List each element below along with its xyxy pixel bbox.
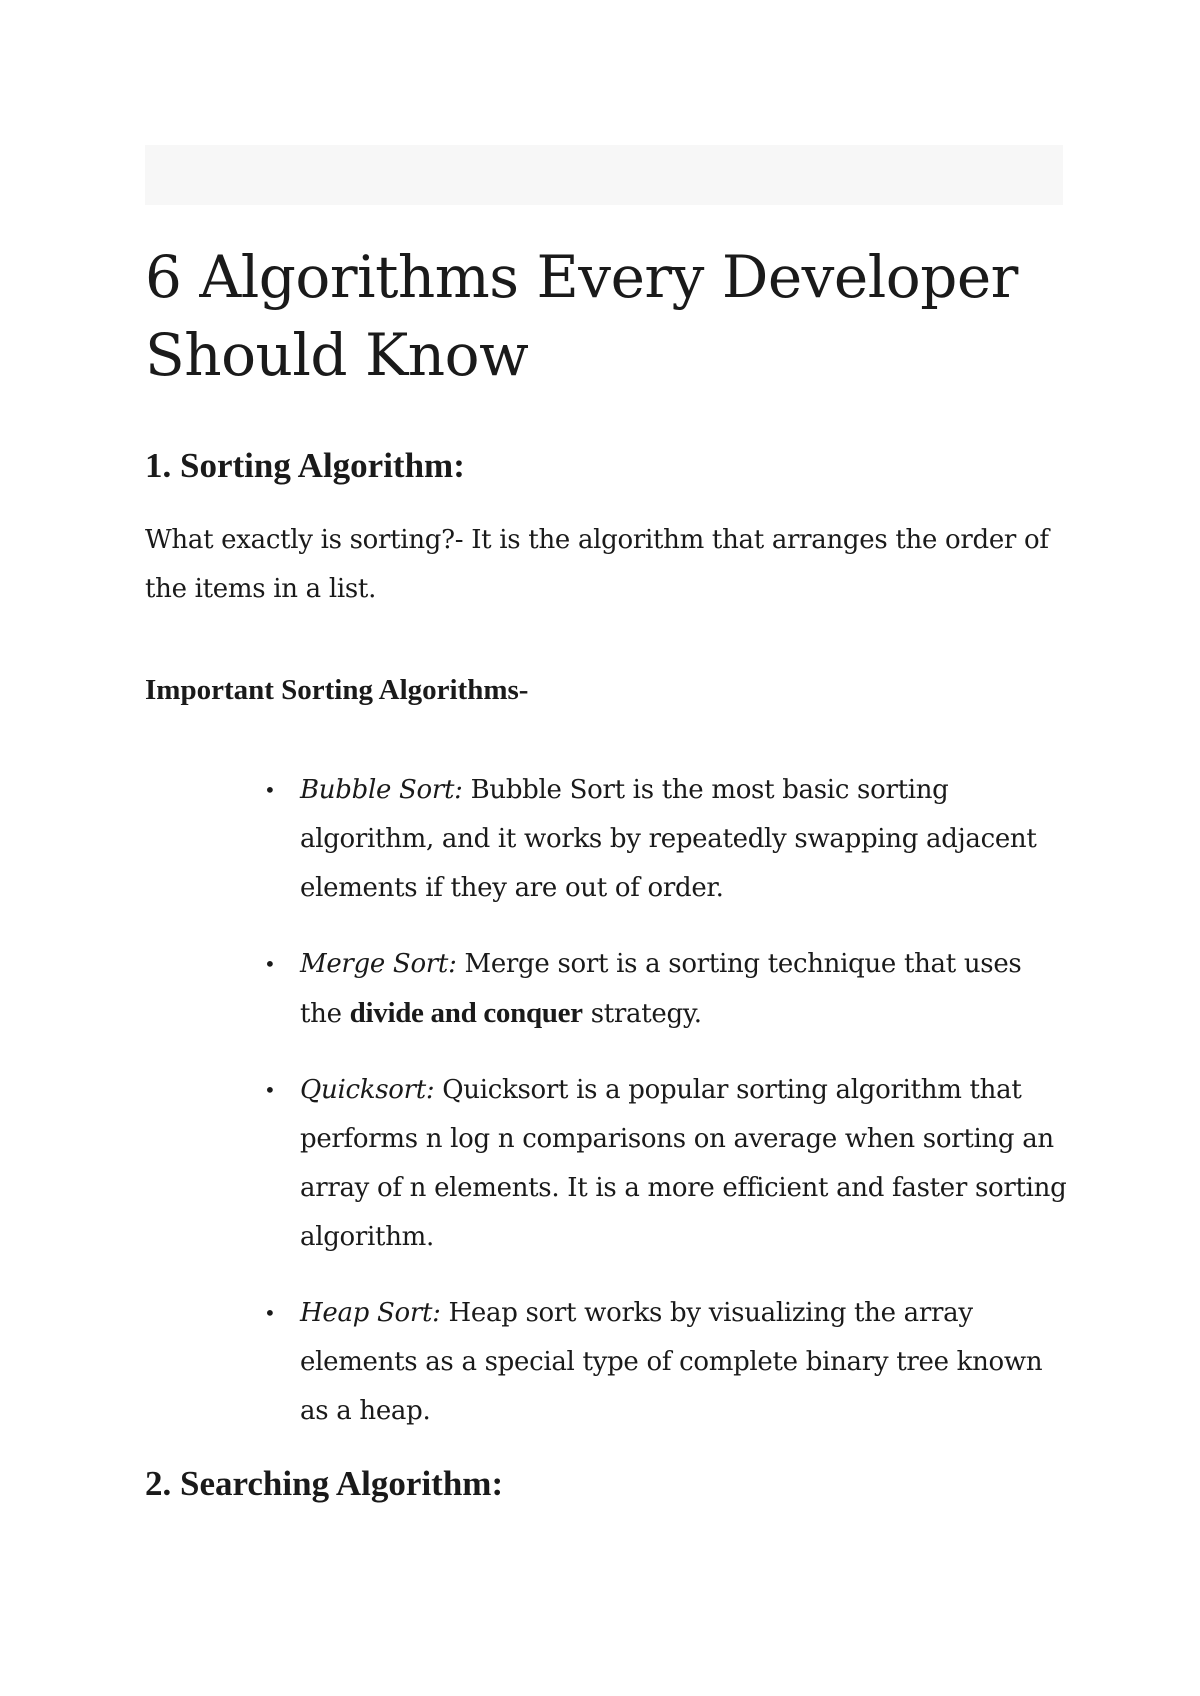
article-title: 6 Algorithms Every Developer Should Know bbox=[145, 243, 1018, 389]
important-sorting-subheading: Important Sorting Algorithms- bbox=[145, 674, 529, 706]
section-heading-sorting: 1. Sorting Algorithm: bbox=[145, 446, 465, 485]
algorithm-name: Bubble Sort: bbox=[300, 775, 463, 805]
bullet-icon: • bbox=[264, 1078, 276, 1102]
algorithm-description-end: strategy. bbox=[582, 999, 702, 1029]
bullet-icon: • bbox=[264, 778, 276, 802]
list-item-bubble-sort bbox=[264, 766, 1070, 913]
list-item-merge-sort bbox=[264, 940, 1070, 1039]
sorting-intro-paragraph: What exactly is sorting?- It is the algorithm that arranges the order of the items in a list. bbox=[145, 525, 1049, 604]
section-heading-searching: 2. Searching Algorithm: bbox=[145, 1464, 504, 1503]
algorithm-description: Merge sort is a sorting technique that uses the bbox=[300, 949, 1022, 1029]
list-item-quicksort bbox=[264, 1066, 1070, 1262]
list-item-heap-sort bbox=[264, 1289, 1070, 1436]
algorithm-name: Merge Sort: bbox=[300, 949, 457, 979]
algorithm-name: Heap Sort: bbox=[300, 1298, 441, 1328]
bullet-icon: • bbox=[264, 952, 276, 976]
sorting-algorithms-list bbox=[264, 766, 1070, 1463]
algorithm-description: Quicksort is a popular sorting algorithm that performs n log n comparisons on average when sorting an array of n elements. It is a more efficient and faster sorting algorithm. bbox=[300, 1075, 1067, 1252]
algorithm-description: Heap sort works by visualizing the array elements as a special type of complete binary tree known as a heap. bbox=[300, 1298, 1043, 1426]
emphasis-text: divide and conquer bbox=[349, 997, 583, 1029]
bullet-icon: • bbox=[264, 1301, 276, 1325]
top-banner bbox=[145, 145, 1063, 205]
algorithm-description: Bubble Sort is the most basic sorting algorithm, and it works by repeatedly swapping adjacent elements if they are out of order. bbox=[300, 775, 1037, 903]
algorithm-name: Quicksort: bbox=[300, 1075, 435, 1105]
